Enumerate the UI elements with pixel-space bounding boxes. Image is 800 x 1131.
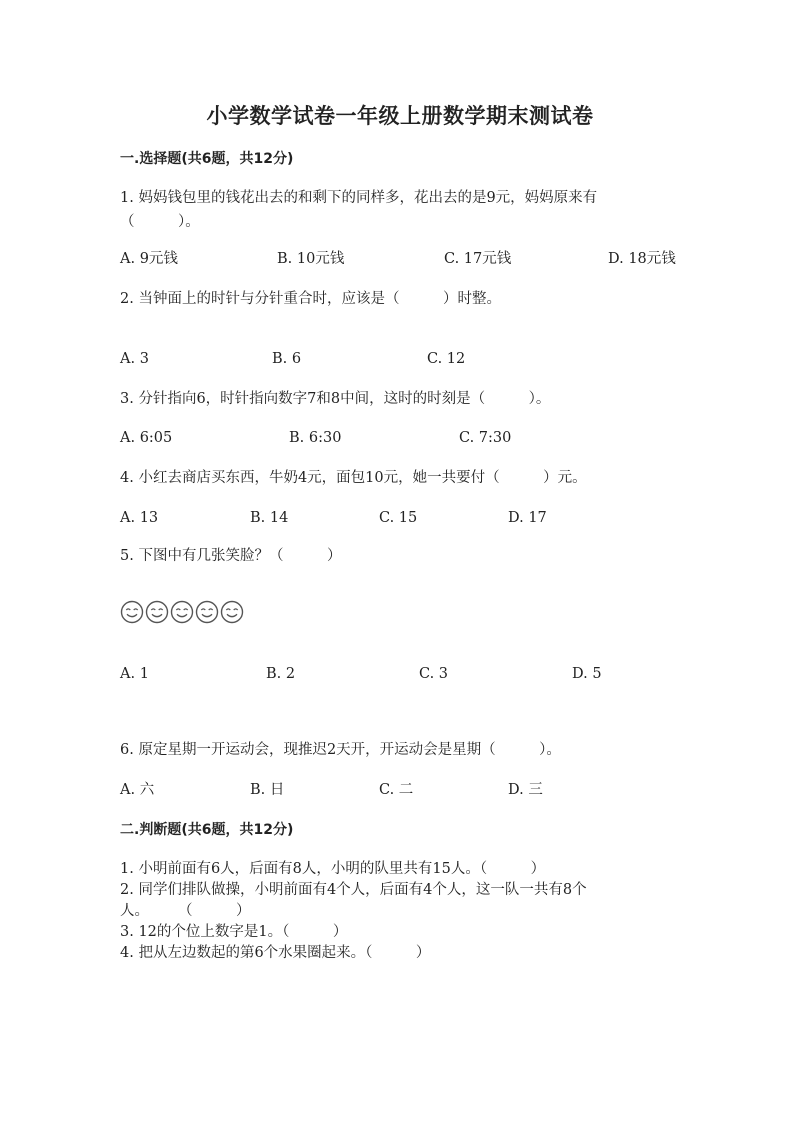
section-heading-true-false: 二.判断题(共6题，共12分) [120,822,294,838]
question-5-option-d: D. 5 [572,666,602,682]
question-6-option-c: C. 二 [379,782,414,798]
question-4-option-b: B. 14 [250,510,289,526]
question-1-option-b: B. 10元钱 [277,251,345,267]
smiley-face-icon [170,600,194,624]
question-1-option-c: C. 17元钱 [444,251,512,267]
question-6-option-d: D. 三 [508,782,543,798]
judgment-item-1: 1. 小明前面有6人，后面有8人，小明的队里共有15人。（ ） [120,861,546,877]
smiley-face-icon [220,600,244,624]
question-1-text: 1. 妈妈钱包里的钱花出去的和剩下的同样多，花出去的是9元，妈妈原来有 [120,190,598,206]
judgment-item-2-continued: 人。 （ ） [120,903,251,919]
question-3-option-b: B. 6:30 [289,430,342,446]
judgment-item-4: 4. 把从左边数起的第6个水果圈起来。（ ） [120,945,431,961]
section-heading-multiple-choice: 一.选择题(共6题，共12分) [120,151,294,167]
question-2-option-c: C. 12 [427,351,466,367]
question-4-option-d: D. 17 [508,510,547,526]
question-2-text: 2. 当钟面上的时针与分针重合时，应该是（ ）时整。 [120,291,501,307]
question-4-text: 4. 小红去商店买东西，牛奶4元，面包10元，她一共要付（ ）元。 [120,470,587,486]
question-1-text-continued: （ ）。 [120,214,200,230]
page-title: 小学数学试卷一年级上册数学期末测试卷 [206,103,594,128]
question-5-option-c: C. 3 [419,666,449,682]
judgment-item-3: 3. 12的个位上数字是1。（ ） [120,924,348,940]
question-5-text: 5. 下图中有几张笑脸？（ ） [120,548,342,564]
judgment-item-2: 2. 同学们排队做操，小明前面有4个人，后面有4个人，这一队一共有8个 [120,882,587,898]
question-4-option-c: C. 15 [379,510,418,526]
question-2-option-a: A. 3 [120,351,149,367]
question-5-option-b: B. 2 [266,666,296,682]
smiley-faces-group [120,600,245,626]
question-3-option-c: C. 7:30 [459,430,512,446]
smiley-face-icon [145,600,169,624]
question-6-text: 6. 原定星期一开运动会，现推迟2天开，开运动会是星期（ ）。 [120,742,561,758]
smiley-face-icon [195,600,219,624]
question-4-option-a: A. 13 [120,510,159,526]
question-6-option-a: A. 六 [120,782,155,798]
question-3-option-a: A. 6:05 [120,430,173,446]
question-3-text: 3. 分针指向6，时针指向数字7和8中间，这时的时刻是（ ）。 [120,391,551,407]
smiley-face-icon [120,600,144,624]
question-1-option-a: A. 9元钱 [120,251,178,267]
question-6-option-b: B. 日 [250,782,285,798]
question-2-option-b: B. 6 [272,351,302,367]
question-5-option-a: A. 1 [120,666,149,682]
question-1-option-d: D. 18元钱 [608,251,676,267]
